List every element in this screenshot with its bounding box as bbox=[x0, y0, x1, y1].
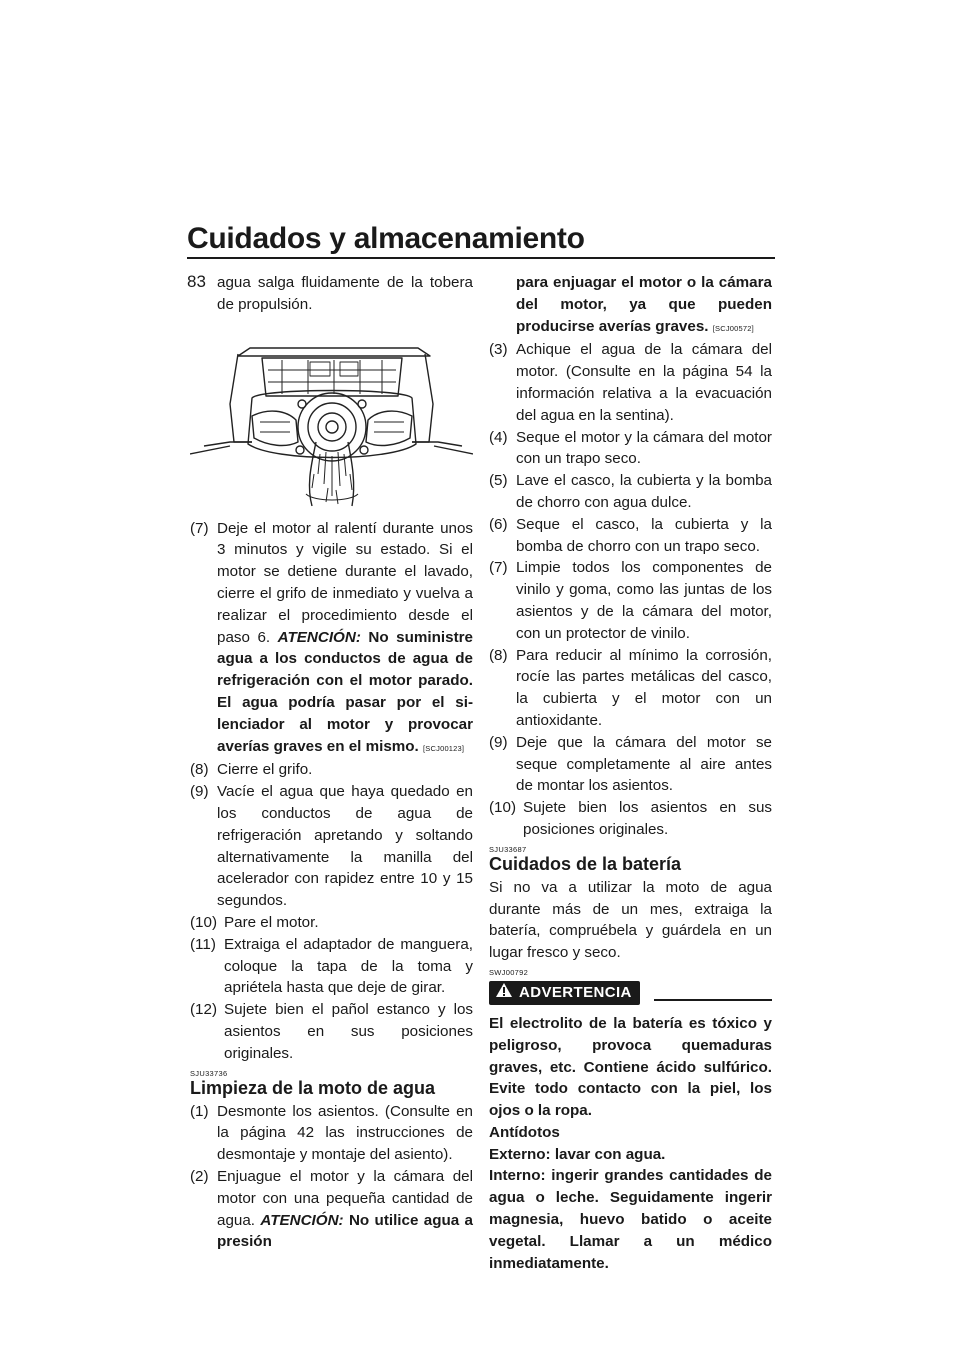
left-step-7 bbox=[190, 518, 473, 760]
left-step-12 bbox=[190, 999, 473, 1064]
step-text: Deje el motor al ralentí durante unos 3 minutos y vigile su estado. Si el motor se detiene durante el lavado, cierre el grifo de inmediato y vuelva a realizar el procedimiento desde el paso 6. bbox=[217, 519, 473, 646]
atencion-text: No suministre agua a los conductos de agua de refrigeración con el motor parado. El agua podría pasar por el silenciador al motor y provocar averías graves en el mismo. bbox=[217, 628, 473, 755]
step-text: Extraiga el adaptador de manguera, coloque la tapa de la toma y apriétela hasta que deje de girar. bbox=[224, 935, 473, 997]
left-column bbox=[190, 272, 473, 1253]
step-number: (7) bbox=[190, 519, 209, 537]
cleaning-step-3 bbox=[489, 339, 772, 426]
step-number: (12) bbox=[190, 1001, 218, 1019]
step-text: Sujete bien los asientos en sus posiciones originales. bbox=[523, 799, 772, 838]
warning-paragraph-2: Interno: ingerir grandes cantidades de agua o leche. Seguidamente ingerir magnesia, huevo batido o aceite vegetal. Llamar a un médico inmediatamente. bbox=[489, 1167, 772, 1272]
atencion-text: No utilice agua a presión bbox=[217, 1211, 474, 1251]
left-step-10 bbox=[190, 912, 473, 934]
step-number: (3) bbox=[489, 341, 508, 359]
cleaning-step-6 bbox=[489, 514, 772, 558]
section-code: SJU33736 bbox=[190, 1068, 228, 1078]
jet-nozzle-drawing bbox=[190, 324, 473, 508]
warning-antidotos: Antídotos bbox=[489, 1123, 560, 1141]
step-number: (9) bbox=[190, 783, 209, 801]
step-text: Seque el casco, la cubierta y la bomba de chorro con un trapo seco. bbox=[516, 515, 772, 555]
step-text: Pare el motor. bbox=[224, 913, 319, 931]
warning-externo: Externo: lavar con agua. bbox=[489, 1145, 666, 1163]
header-rule bbox=[187, 257, 775, 259]
atencion-label: ATENCIÓN: bbox=[277, 628, 361, 646]
cleaning-step-1 bbox=[190, 1101, 473, 1166]
section-code: SJU33687 bbox=[489, 844, 527, 854]
step-text: Para reducir al mínimo la corrosión, rocíe las partes metálicas del casco, la cubierta y el motor con un antioxidante. bbox=[516, 646, 772, 729]
step-text: Enjuague el motor y la cámara del motor con una pequeña cantidad de agua. bbox=[217, 1167, 473, 1229]
warning-label-box bbox=[489, 981, 640, 1005]
cleaning-step-2 bbox=[190, 1166, 473, 1253]
cleaning-step-8 bbox=[489, 645, 772, 732]
atencion-continuation: para enjuagar el motor o la cámara del motor, ya que pueden producirse averías graves. bbox=[516, 274, 772, 335]
left-step-9 bbox=[190, 781, 473, 912]
step-number: (7) bbox=[489, 559, 508, 577]
step-text: Limpie todos los componentes de vinilo y goma, como las juntas de los asientos y de la cámara del motor, con un protector de vinilo. bbox=[516, 559, 772, 642]
reference-code: [SCJ00123] bbox=[423, 743, 465, 753]
section-heading-cleaning: Limpieza de la moto de agua bbox=[190, 1077, 436, 1098]
atencion-label: ATENCIÓN: bbox=[260, 1211, 344, 1229]
reference-code: [SCJ00572] bbox=[712, 323, 754, 333]
step-number: (11) bbox=[190, 935, 216, 953]
cleaning-step-9 bbox=[489, 732, 772, 797]
jet-nozzle-illustration bbox=[190, 324, 473, 508]
step-text: Sujete bien el pañol estanco y los asientos en sus posiciones originales. bbox=[224, 1001, 473, 1062]
step-number: (8) bbox=[190, 761, 209, 779]
step-number: (4) bbox=[489, 428, 508, 446]
left-step-11 bbox=[190, 934, 473, 999]
cleaning-step-7 bbox=[489, 557, 772, 644]
step-text: Lave el casco, la cubierta y la bomba de chorro con agua dulce. bbox=[516, 472, 772, 511]
section-heading-battery: Cuidados de la batería bbox=[489, 853, 682, 874]
warning-rule bbox=[654, 999, 772, 1001]
step-text: Seque el motor y la cámara del motor con un trapo seco. bbox=[516, 428, 772, 468]
cleaning-step-5 bbox=[489, 470, 772, 514]
warning-banner bbox=[489, 980, 772, 1006]
warning-label: ADVERTENCIA bbox=[519, 984, 632, 1001]
step-number: (10) bbox=[489, 799, 517, 817]
step-number: (8) bbox=[489, 646, 508, 664]
cleaning-step-4 bbox=[489, 427, 772, 471]
left-step-8 bbox=[190, 759, 473, 781]
step-text: Desmonte los asientos. (Consulte en la página 42 las instrucciones de desmontaje y montaje del asiento). bbox=[217, 1102, 473, 1164]
step-text: Achique el agua de la cámara del motor. (Consulte en la página 54 la información relativa a la evacuación del agua en la sentina). bbox=[516, 341, 772, 424]
cleaning-step-10 bbox=[489, 797, 772, 841]
battery-text: Si no va a utilizar la moto de agua durante más de un mes, extraiga la batería, compruébela y guárdela en un lugar fresco y seco. bbox=[489, 878, 772, 962]
step-number: (2) bbox=[190, 1167, 209, 1185]
step-text: Cierre el grifo. bbox=[217, 761, 313, 779]
step-number: (6) bbox=[489, 515, 508, 533]
right-column bbox=[489, 272, 772, 1274]
step-number: (10) bbox=[190, 913, 218, 931]
page-number: 83 bbox=[187, 272, 206, 291]
step-number: (1) bbox=[190, 1102, 209, 1120]
page-title: Cuidados y almacenamiento bbox=[187, 222, 585, 255]
warning-code: SWJ00792 bbox=[489, 967, 529, 977]
step-number: (9) bbox=[489, 733, 508, 751]
step-number: (5) bbox=[489, 472, 508, 490]
exclamation-triangle-icon bbox=[495, 982, 513, 1005]
intro-continuation: agua salga fluidamente de la tobera de propulsión. bbox=[217, 274, 473, 313]
step-text: Vacíe el agua que haya quedado en los conductos de agua de refrigeración apretando y soltando alternativamente la manilla del acelerador con rapidez entre 10 y 15 segundos. bbox=[217, 783, 473, 910]
step-text: Deje que la cámara del motor se seque completamente al aire antes de montar los asientos. bbox=[516, 733, 772, 795]
warning-paragraph-1: El electrolito de la batería es tóxico y peligroso, provoca quemaduras graves, etc. Contiene ácido sulfúrico. Evite todo contacto con la piel, los ojos o la ropa. bbox=[489, 1014, 772, 1120]
